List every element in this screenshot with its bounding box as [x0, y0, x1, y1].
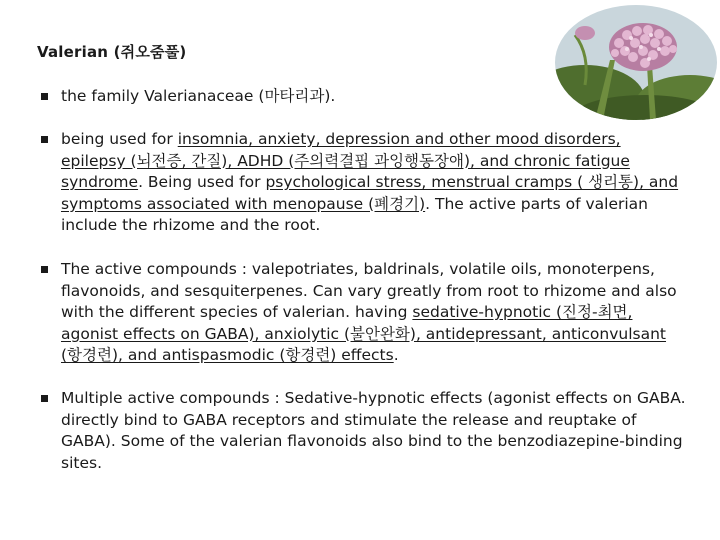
bullet-uses: [41, 129, 686, 237]
text-segment: being used for: [61, 130, 178, 148]
bullet-text: [61, 129, 686, 237]
text-segment: Multiple active compounds : Sedative-hypnotic effects (agonist effects on GABA. directly bind to GABA receptors and stimulate the release and reuptake of GABA). Some of the valerian flavonoids also bind to the benzodiazepine-binding sites.: [61, 389, 686, 472]
text-segment: . The active parts of valerian include the rhizome and the root.: [61, 194, 648, 234]
text-segment: . Being used for: [138, 173, 266, 191]
bullet-active-compounds: [41, 259, 686, 367]
bullet-square-icon: [41, 136, 48, 143]
bullet-text: [61, 86, 686, 108]
bullet-multiple-compounds: [41, 388, 686, 474]
bullet-family: [41, 86, 686, 108]
text-segment: The active compounds : valepotriates, baldrinals, volatile oils, monoterpens, flavonoids, and sesquiterpenes. Can vary greatly from root to rhizome and also with the different species of valerian. having: [61, 260, 677, 321]
bullet-square-icon: [41, 266, 48, 273]
underlined-text-segment: sedative-hypnotic (진정-최면, agonist effects on GABA), anxiolytic (불안완화), antidepressant, anticonvulsant (항경련), and antispasmodic (항경련) effects: [61, 303, 667, 364]
bullet-text: [61, 259, 686, 367]
bullet-square-icon: [41, 93, 48, 100]
underlined-text-segment: insomnia, anxiety, depression and other mood disorders, epilepsy (뇌전증, 간질), ADHD (주의력결핍 과잉행동장애), and chronic fatigue syndrome: [61, 130, 630, 191]
text-segment: the family Valerianaceae (마타리과).: [61, 87, 336, 105]
bullet-text: [61, 388, 686, 474]
underlined-text-segment: psychological stress, menstrual cramps ( 생리통), and symptoms associated with menopause (폐경기): [61, 173, 679, 213]
text-segment: .: [393, 346, 399, 364]
slide-title: Valerian (쥐오줌풀): [37, 43, 187, 61]
bullet-square-icon: [41, 395, 48, 402]
